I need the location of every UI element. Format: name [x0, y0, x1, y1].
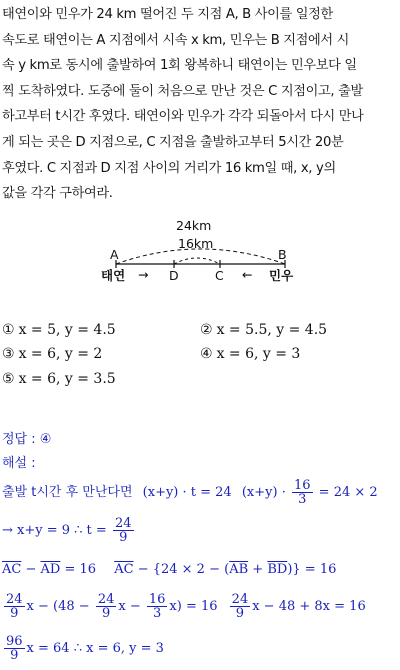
problem-line: 하고부터 t시간 후였다. 태연이와 민우가 각각 되돌아서 다시 만나 [2, 109, 364, 125]
problem-line: 찍 도착하였다. 도중에 둘이 처음으로 만난 것은 C 지점이고, 출발 [2, 83, 363, 99]
arc-ab [116, 249, 285, 264]
name-minwoo: 민우 [269, 268, 294, 283]
problem-text [2, 2, 398, 207]
arrow-left-icon: ← [242, 267, 253, 282]
arrow-right-icon: → [138, 267, 149, 282]
point-d-label: D [169, 268, 179, 283]
point-b-label: B [278, 247, 287, 262]
solution-line-4: $\frac{24}{9}$ x − (48 − $\frac{24}{9}$ x − $\frac{16}{3}$ x) = 16 $\frac{24}{9}$ x − 48 + 8x = 16 [6, 592, 366, 621]
problem-line: 후였다. C 지점과 D 지점 사이의 거리가 16 km일 때, x, y의 [2, 160, 336, 176]
problem-line: 태연이와 민우가 24 km 떨어진 두 지점 A, B 사이를 일정한 [2, 7, 333, 22]
explanation-label: 해설 : [2, 456, 36, 471]
solution-line-2: → x+y = 9 ∴ t = $\frac{24}{9}$ [2, 516, 132, 545]
choice-5[interactable]: ⑤ x = 6, y = 3.5 [2, 371, 116, 387]
point-a-label: A [110, 247, 119, 262]
problem-line: 속도로 태연이는 A 지점에서 시속 x km, 민우는 B 지점에서 시 [2, 32, 350, 48]
label-16km: 16km [178, 236, 214, 251]
choice-4[interactable]: ④ x = 6, y = 3 [200, 346, 301, 362]
choice-3[interactable]: ③ x = 6, y = 2 [2, 346, 103, 362]
distance-diagram [100, 218, 300, 283]
problem-line: 속 y km로 동시에 출발하여 1회 왕복하니 태연이는 민우보다 일 [2, 58, 357, 74]
problem-line: 게 되는 곳은 D 지점으로, C 지점을 출발하고부터 5시간 20분 [2, 134, 344, 150]
choice-2[interactable]: ② x = 5.5, y = 4.5 [200, 322, 328, 338]
solution-line-5: $\frac{96}{9}$ x = 64 ∴ x = 6, y = 3 [6, 634, 164, 663]
label-24km: 24km [176, 218, 212, 233]
answer-label: 정답 : ④ [2, 432, 52, 447]
choice-1[interactable]: ① x = 5, y = 4.5 [2, 322, 116, 338]
problem-line: 값을 각각 구하여라. [2, 186, 113, 202]
solution-line-3: $\overline{AC} - \overline{AD} = 16$ $\overline{AC} - \{24 \times 2 - (\overline{AB} + \overline{BD})\} = 16$ [2, 562, 337, 577]
arc-dc [174, 258, 220, 264]
name-taeyeon: 태연 [101, 268, 126, 283]
point-c-label: C [215, 268, 224, 283]
solution-line-1: 출발 t시간 후 만난다면 (x+y) · t = 24 (x+y) · $\frac{16}{3}$ = 24 × 2 [2, 478, 378, 507]
